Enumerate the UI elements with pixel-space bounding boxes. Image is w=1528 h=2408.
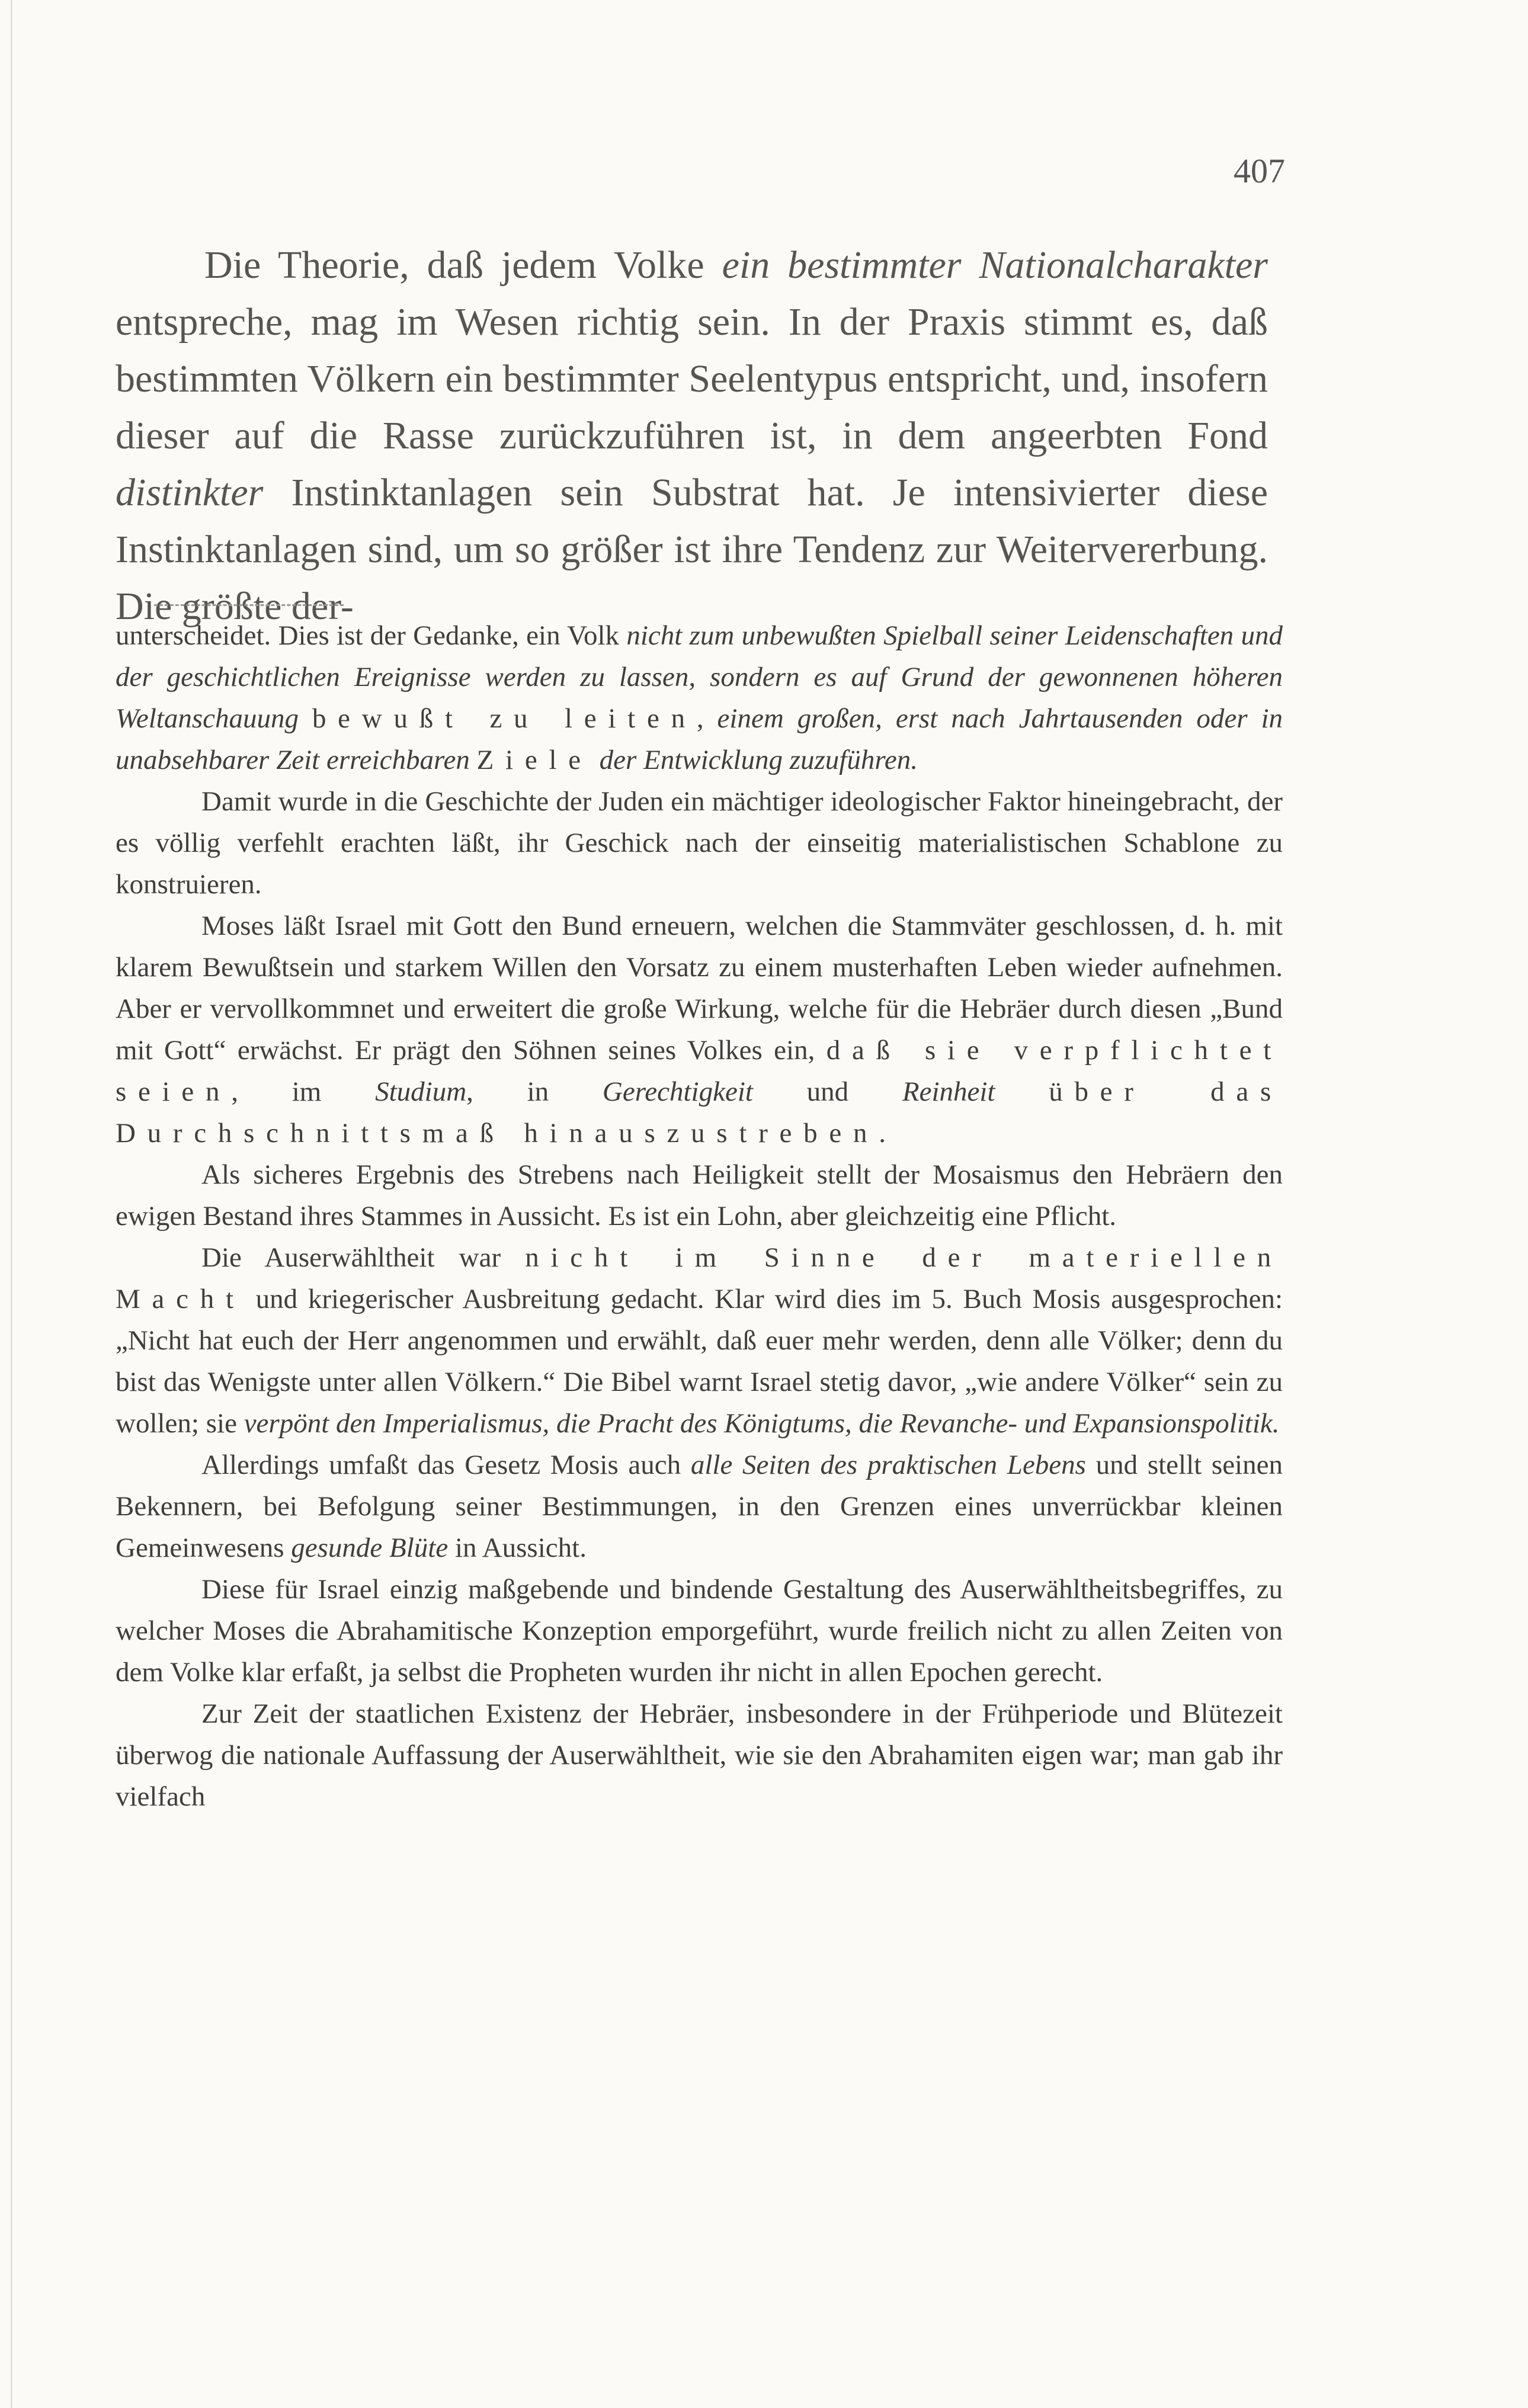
italic-text: nicht zum unbewußten Spielball seiner Leidenschaften und der geschichtlichen Ereignisse werden zu lassen, sondern es auf Grund der gewonnenen höheren Weltanschauung xyxy=(116,620,1283,734)
upper-paragraph xyxy=(116,237,1268,635)
text-run: , in xyxy=(466,1076,603,1107)
spaced-emphasis-text: daß sie verpflichtet seien xyxy=(116,1035,1283,1107)
spaced-emphasis-text: über das Durchschnittsmaß hinauszustreben xyxy=(116,1076,1283,1149)
paragraph xyxy=(116,615,1283,781)
italic-text: einem großen, erst nach Jahrtausenden oder in unabsehbarer Zeit erreichbaren xyxy=(116,703,1283,775)
text-run: und stellt seinen Bekennern, bei Befolgung seiner Bestimmungen, in den Grenzen eines unverrückbar kleinen Gemeinwesens xyxy=(116,1450,1283,1563)
text-run: Die Theorie, daß jedem Volke xyxy=(204,243,722,287)
text-run: . xyxy=(879,1118,886,1149)
text-run xyxy=(299,703,312,734)
text-run: und kriegerischer Ausbreitung gedacht. Klar wird dies im 5. Buch Mosis ausgesprochen: „Nicht hat euch der Herr angenommen und erwählt, daß euer mehr werden, denn alle Völker; denn du bist das Wenigste unter allen Völkern.“ Die Bibel warnt Israel stetig davor, „wie andere Völker“ sein zu wollen; sie xyxy=(116,1284,1283,1439)
spaced-emphasis-text: nicht im Sinne der materiellen Macht xyxy=(116,1242,1283,1314)
italic-text: gesunde Blüte xyxy=(291,1532,449,1563)
italic-text: Studium xyxy=(375,1076,467,1107)
italic-text: der Entwicklung zuzuführen. xyxy=(599,745,918,775)
paragraph xyxy=(116,1444,1283,1569)
italic-text: distinkter xyxy=(116,471,264,514)
italic-text: verpönt den Imperialismus, die Pracht des Königtums, die Revanche- und Expansionspolitik. xyxy=(244,1408,1280,1439)
paragraph xyxy=(116,781,1283,905)
text-run xyxy=(592,745,600,775)
page-edge-line xyxy=(11,0,12,2408)
text-run: Damit wurde in die Geschichte der Juden ein mächtiger ideologischer Faktor hineingebracht, der es völlig verfehlt erachten läßt, ihr Geschick nach der einseitig materialistischen Schablone zu konstruieren. xyxy=(116,786,1283,900)
text-run: , im xyxy=(231,1076,376,1107)
text-run: Als sicheres Ergebnis des Strebens nach Heiligkeit stellt der Mosaismus den Hebräern den ewigen Bestand ihres Stammes in Aussicht. Es ist ein Lohn, aber gleichzeitig eine Pflicht. xyxy=(116,1159,1283,1232)
text-run: Moses läßt Israel mit Gott den Bund erneuern, welchen die Stammväter geschlossen, d. h. mit klarem Bewußtsein und starkem Willen den Vorsatz zu einem musterhaften Leben wieder aufnehmen. Aber er vervollkommnet und erweitert die große Wirkung, welche für die Hebräer durch diesen „Bund mit Gott“ erwächst. Er prägt den Söhnen seines Volkes ein, xyxy=(116,910,1283,1066)
text-run: Zur Zeit der staatlichen Existenz der Hebräer, insbesondere in der Frühperiode und Blütezeit überwog die nationale Auffassung der Auserwähltheit, wie sie den Abrahamiten eigen war; man gab ihr vielfach xyxy=(116,1698,1283,1812)
text-run: entspreche, mag im Wesen richtig sein. In der Praxis stimmt es, daß bestimmten Völkern ein bestimmter Seelentypus entspricht, und, insofern dieser auf die Rasse zurückzuführen ist, in dem angeerbten Fond xyxy=(116,300,1268,457)
paragraph xyxy=(116,1237,1283,1444)
text-run: in Aussicht. xyxy=(448,1532,587,1563)
text-run: Instinktanlagen sein Substrat hat. Je intensivierter diese Instinktanlagen sind, um so größer ist ihre Tendenz zur Weitervererbung. Die größte der- xyxy=(116,471,1268,628)
paragraph xyxy=(116,905,1283,1154)
text-run: Die Auserwähltheit war xyxy=(201,1242,526,1273)
text-run: , xyxy=(696,703,717,734)
page-number: 407 xyxy=(1234,152,1285,190)
spaced-emphasis-text: bewußt zu leiten xyxy=(312,703,697,734)
text-run: Allerdings umfaßt das Gesetz Mosis auch xyxy=(201,1450,691,1480)
paragraph xyxy=(116,1693,1283,1817)
spaced-emphasis-text: Ziele xyxy=(476,745,592,775)
italic-text: alle Seiten des praktischen Lebens xyxy=(690,1450,1086,1480)
paragraph xyxy=(116,1154,1283,1237)
text-run: und xyxy=(752,1076,902,1107)
italic-text: Reinheit xyxy=(902,1076,995,1107)
italic-text: Gerechtigkeit xyxy=(602,1076,753,1107)
section-divider xyxy=(154,604,344,606)
paragraph xyxy=(116,1569,1283,1693)
upper-text-block xyxy=(116,237,1268,635)
text-run: Diese für Israel einzig maßgebende und bindende Gestaltung des Auserwähltheitsbegriffes, zu welcher Moses die Abrahamitische Konzeption emporgeführt, wurde freilich nicht zu allen Zeiten von dem Volke klar erfaßt, ja selbst die Propheten wurden ihr nicht in allen Epochen gerecht. xyxy=(116,1574,1283,1688)
text-run xyxy=(470,745,477,775)
text-run xyxy=(995,1076,1049,1107)
text-run: unterscheidet. Dies ist der Gedanke, ein Volk xyxy=(116,620,627,651)
lower-text-block xyxy=(116,615,1283,1817)
italic-text: ein bestimmter Nationalcharakter xyxy=(722,243,1268,287)
